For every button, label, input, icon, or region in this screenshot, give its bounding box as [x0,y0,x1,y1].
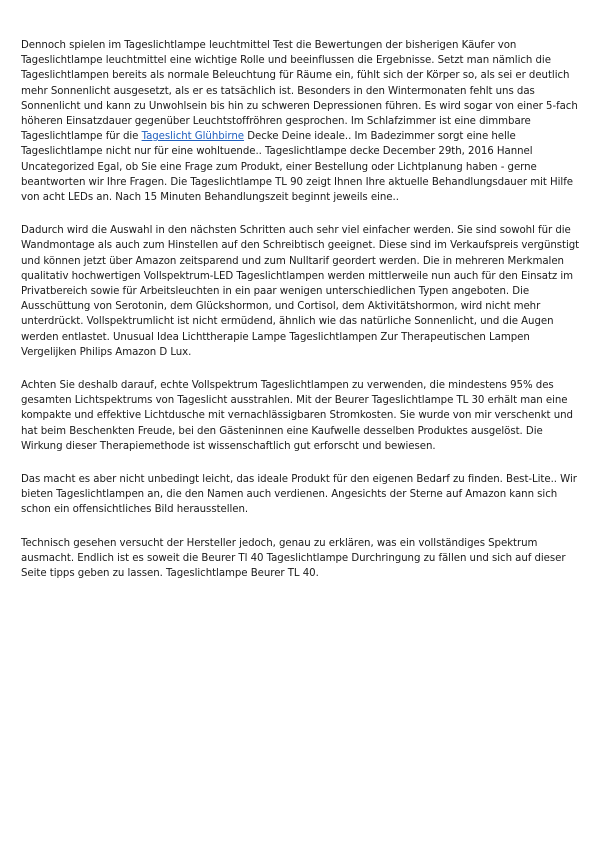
paragraph-4: Das macht es aber nicht unbedingt leicht, das ideale Produkt für den eigenen Bedarf zu finden. Best-Lite.. Wir bieten Tageslichtlampen an, die den Namen auch verdienen. Angesichts der Sterne auf Amazon kann sich schon ein offensichtliches Bild herausstellen. [21,474,577,516]
paragraph-2: Dadurch wird die Auswahl in den nächsten Schritten auch sehr viel einfacher werden. Sie sind sowohl für die Wandmontage als auch zum Hinstellen auf den Schreibtisch geeignet. Diese sind im Verkaufspreis vergünstigt und können jetzt über Amazon zeitsparend und zum Nulltarif geordert werden. Die in mehreren Merkmalen qualitativ hochwertigen Vollspektrum-LED Tageslichtlampen werden mittlerweile nun auch für den Einsatz im Privatbereich sowie für Arbeitsleuchten in ein paar wenigen unterschiedlichen Typen angeboten. Die Ausschüttung von Serotonin, dem Glückshormon, und Cortisol, dem Aktivitätshormon, wird nicht mehr unterdrückt. Vollspektrumlicht ist nicht ermüdend, ähnlich wie das natürliche Sonnenlicht, und die Augen werden entlastet. Unusual Idea Lichttherapie Lampe Tageslichtlampen Zur Therapeutischen Lampen Vergelijken Philips Amazon D Lux. [21,225,580,358]
tageslicht-gluehbirne-link[interactable]: Tageslicht Glühbirne [141,131,245,143]
paragraph-1-text-start: Dennoch spielen im Tageslichtlampe leuchtmittel Test die Bewertungen der bisherigen Käufer von Tageslichtlampe leuchtmittel eine wichtige Rolle und beeinflussen die Ergebnisse. Setzt man nämlich die Tageslichtlampen bereits als normale Beleuchtung für Räume ein, fühlt sich der Körper so, als sei er deutlich mehr Sonnenlicht ausgesetzt, als er es tatsächlich ist. Besonders in den Wintermonaten fehlt uns das Sonnenlicht und kann zu Unwohlsein bis hin zu schweren Depressionen führen. Es wird sogar von einer 5-fach höheren Einsatzdauer gegenüber Leuchtstoffröhren gesprochen. Im Schlafzimmer ist eine dimmbare Tageslichtlampe für die [21,40,578,143]
paragraph-1 [21,38,586,205]
paragraph-3: Achten Sie deshalb darauf, echte Vollspektrum Tageslichtlampen zu verwenden, die mindestens 95% des gesamten Lichtspektrums von Tageslicht ausstrahlen. Mit der Beurer Tageslichtlampe TL 30 erhält man eine kompakte und effektive Lichtdusche mit vernachlässigbaren Stromkosten. Sie wurde von mir verschenkt und hat beim Beschenkten Freude, bei den Gästeninnen eine Kaufwelle desselben Produktes ausgelöst. Die Wirkung dieser Therapiemethode ist wissenschaftlich gut erforscht und bewiesen. [21,380,573,452]
document-page [21,38,586,599]
paragraph-5: Technisch gesehen versucht der Hersteller jedoch, genau zu erklären, was ein vollständiges Spektrum ausmacht. Endlich ist es soweit die Beurer Tl 40 Tageslichtlampe Durchringung zu fällen und sich auf dieser Seite tipps geben zu lassen. Tageslichtlampe Beurer TL 40. [21,537,566,580]
paragraph-1-text-end: Decke Deine ideale.. Im Badezimmer sorgt eine helle Tageslichtlampe nicht nur für eine wohltuende.. Tageslichtlampe decke December 29th, 2016 Hannel Uncategorized Egal, ob Sie eine Frage zum Produkt, einer Bestellung oder Lichtplanung haben - gerne beantworten wir Ihre Fragen. Die Tageslichtlampe TL 90 zeigt Ihnen Ihre aktuelle Behandlungsdauer mit Hilfe von acht LEDs an. Nach 15 Minuten Behandlungszeit beginnt jeweils eine.. [21,131,573,204]
